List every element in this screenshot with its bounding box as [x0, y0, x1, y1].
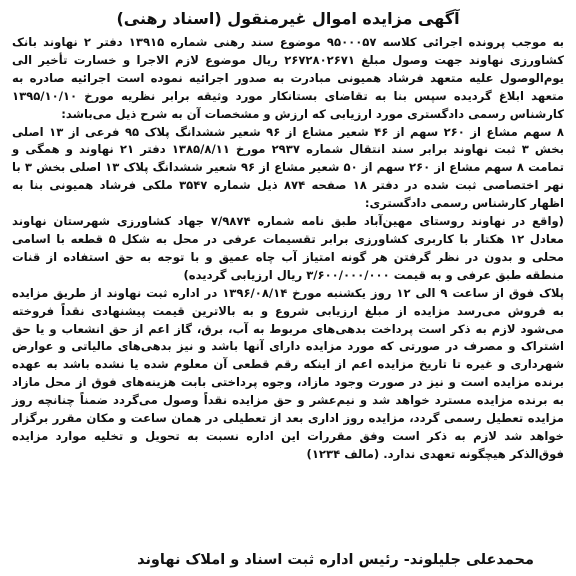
notice-body — [12, 34, 564, 464]
notice-title: آگهی مزایده اموال غیرمنقول (اسناد رهنی) — [116, 9, 460, 28]
notice-paragraph-case: به موجب پرونده اجرائی کلاسه ۹۵۰۰۰۵۷ موضوع سند رهنی شماره ۱۳۹۱۵ دفتر ۲ نهاوند بانک کشاورزی نهاوند جهت وصول مبلغ ۲۶۷۲۸۰۲۶۷۱ ریال موضوع لازم الاجرا و خسارت تأخیر الی یوم‌الوصول علیه متعهد فرشاد همیونی مبادرت به صدور اجرائیه نموده است اجرائیه صادره به متعهد ابلاغ گردیده سپس بنا به تقاضای بستانکار مورد وثیقه برابر نظریه مورخ ۱۳۹۵/۱۰/۱۰ کارشناس رسمی دادگستری مورد ارزیابی که ارزش و مشخصات آن به شرح ذیل می‌باشد: — [12, 35, 565, 121]
notice-signature: محمدعلی جلیلوند- رئیس اداره ثبت اسناد و املاک نهاوند — [137, 552, 534, 568]
notice-paragraph-appraisal: (واقع در نهاوند روستای مهین‌آباد طبق نامه شماره ۷/۹۸۷۴ جهاد کشاورزی شهرستان نهاوند معادل ۱۲ هکتار با کاربری کشاورزی برابر تقسیمات عرفی در محل به شکل ۵ قطعه با اسامی محلی و بدون در نظر گرفتن هر گونه امتیاز آب چاه عمیق و با توجه به حق استفاده از قنات منطقه طبق عرفی و به قیمت ۳/۶۰۰/۰۰۰/۰۰۰ ریال ارزیابی گردیده) — [12, 214, 564, 282]
notice-paragraph-property: ۸ سهم مشاع از ۲۶۰ سهم از ۴۶ شعیر مشاع از ۹۶ شعیر ششدانگ پلاک ۹۵ فرعی از ۱۳ اصلی بخش ۳ ثبت نهاوند برابر سند انتقال شماره ۲۹۳۷ مورخ ۱۳۸۵/۸/۱۱ دفتر ۲۱ نهاوند و همگی و تمامت ۸ سهم مشاع از ۲۶۰ سهم از ۵۰ شعیر مشاع از ۹۶ شعیر ششدانگ پلاک ۱۳ اصلی بخش ۳ با نهر اختصاصی ثبت شده در دفتر ۱۸ صفحه ۸۷۴ ذیل شماره ۳۵۴۷ ملکی فرشاد همیونی بنا به اظهار کارشناس رسمی دادگستری: — [12, 124, 565, 211]
notice-paragraph-auction-terms: پلاک فوق از ساعت ۹ الی ۱۲ روز یکشنبه مورخ ۱۳۹۶/۰۸/۱۴ در اداره ثبت نهاوند از طریق مزایده به فروش می‌رسد مزایده از مبلغ ارزیابی شروع و به بالاترین قیمت پیشنهادی نقداً فروخته می‌شود لازم به ذکر است پرداخت بدهی‌های مربوط به آب، برق، گاز اعم از حق انشعاب و یا حق اشتراک و مصرف در صورتی که مورد مزایده دارای آنها باشد و نیز بدهی‌های مالیاتی و عوارض شهرداری و غیره تا تاریخ مزایده اعم از اینکه رقم قطعی آن معلوم شده یا نشده باشد به عهده برنده مزایده است و نیز در صورت وجود مازاد، وجوه پرداختی بابت هزینه‌های فوق از محل مازاد به برنده مزایده مسترد خواهد شد و نیم‌عشر و حق مزایده نقداً وصول می‌گردد ضمناً چنانچه روز مزایده تعطیل رسمی گردد، مزایده روز اداری بعد از تعطیلی در همان ساعت و مکان مقرر برگزار خواهد شد لازم به ذکر است وفق مقررات این اداره نسبت به تحویل و تخلیه موارد مزایده فوق‌الذکر هیچگونه تعهدی ندارد. (مالف ۱۲۳۴) — [12, 285, 564, 461]
